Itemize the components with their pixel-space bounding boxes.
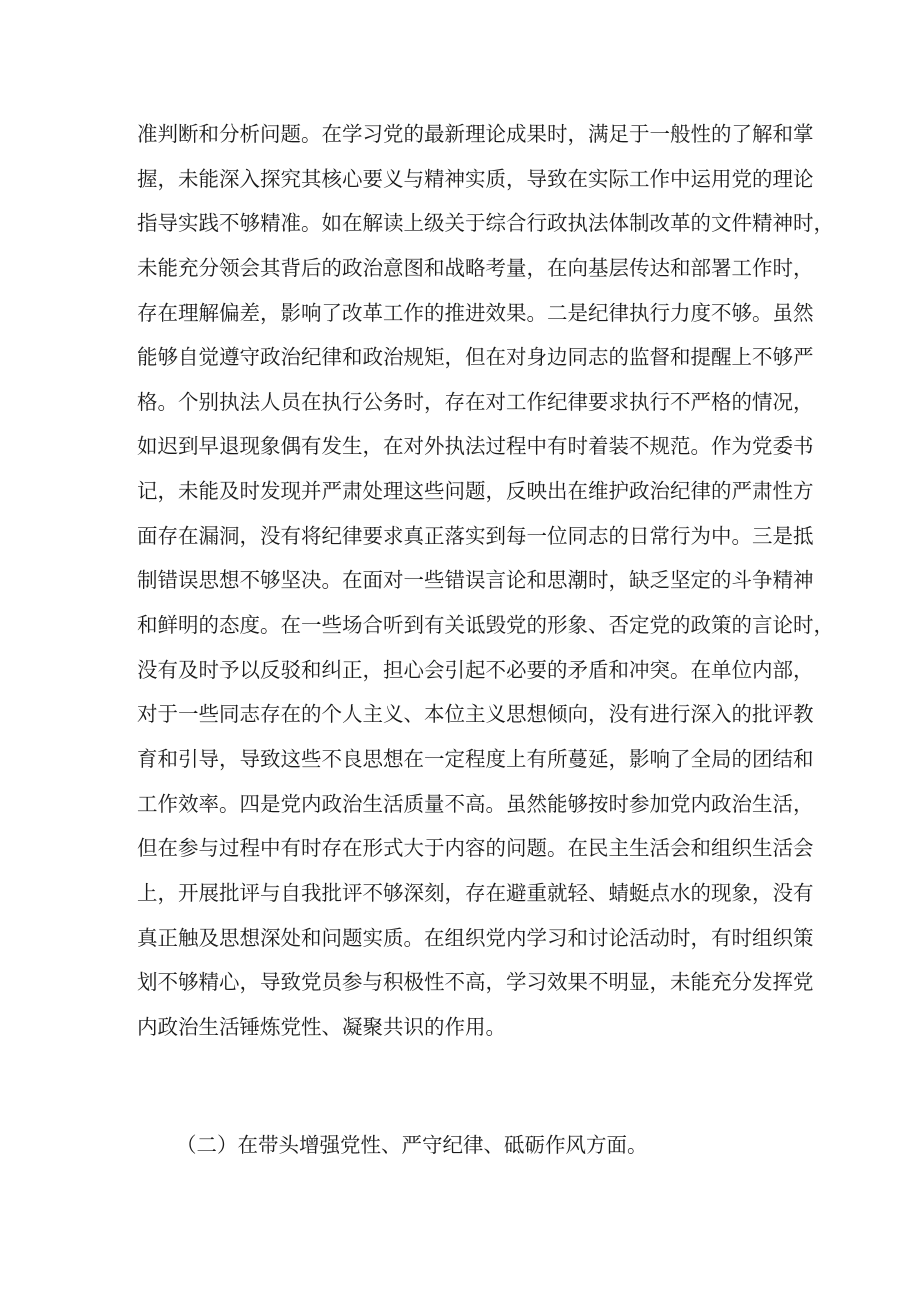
paragraph-line: 未能充分领会其背后的政治意图和战略考量，在向基层传达和部署工作时， <box>137 255 814 280</box>
paragraph-line: 真正触及思想深处和问题实质。在组织党内学习和讨论活动时，有时组织策 <box>137 925 814 950</box>
paragraph-line: 划不够精心，导致党员参与积极性不高，学习效果不明显，未能充分发挥党 <box>137 970 814 995</box>
paragraph-line: 能够自觉遵守政治纪律和政治规矩，但在对身边同志的监督和提醒上不够严 <box>137 345 814 370</box>
paragraph-line: 上，开展批评与自我批评不够深刻，存在避重就轻、蜻蜓点水的现象，没有 <box>137 880 814 905</box>
paragraph-line: 制错误思想不够坚决。在面对一些错误言论和思潮时，缺乏坚定的斗争精神 <box>137 568 814 593</box>
body-paragraph <box>137 112 834 1049</box>
paragraph-line: 指导实践不够精准。如在解读上级关于综合行政执法体制改革的文件精神时， <box>137 211 834 236</box>
paragraph-line: 没有及时予以反驳和纠正，担心会引起不必要的矛盾和冲突。在单位内部， <box>137 657 814 682</box>
paragraph-line: 内政治生活锤炼党性、凝聚共识的作用。 <box>137 1014 506 1039</box>
section-heading: （二）在带头增强党性、严守纪律、砥砺作风方面。 <box>176 1133 648 1157</box>
paragraph-line: 如迟到早退现象偶有发生，在对外执法过程中有时着装不规范。作为党委书 <box>137 434 814 459</box>
paragraph-line: 但在参与过程中有时存在形式大于内容的问题。在民主生活会和组织生活会 <box>137 836 814 861</box>
paragraph-line: 记，未能及时发现并严肃处理这些问题，反映出在维护政治纪律的严肃性方 <box>137 479 814 504</box>
paragraph-line: 工作效率。四是党内政治生活质量不高。虽然能够按时参加党内政治生活， <box>137 791 814 816</box>
paragraph-line: 对于一些同志存在的个人主义、本位主义思想倾向，没有进行深入的批评教 <box>137 702 814 727</box>
paragraph-line: 面存在漏洞，没有将纪律要求真正落实到每一位同志的日常行为中。三是抵 <box>137 523 814 548</box>
paragraph-line: 格。个别执法人员在执行公务时，存在对工作纪律要求执行不严格的情况， <box>137 389 814 414</box>
paragraph-line: 和鲜明的态度。在一些场合听到有关诋毁党的形象、否定党的政策的言论时， <box>137 613 834 638</box>
paragraph-line: 握，未能深入探究其核心要义与精神实质，导致在实际工作中运用党的理论 <box>137 166 814 191</box>
paragraph-line: 存在理解偏差，影响了改革工作的推进效果。二是纪律执行力度不够。虽然 <box>137 300 814 325</box>
paragraph-line: 育和引导，导致这些不良思想在一定程度上有所蔓延，影响了全局的团结和 <box>137 746 814 771</box>
paragraph-line: 准判断和分析问题。在学习党的最新理论成果时，满足于一般性的了解和掌 <box>137 122 814 146</box>
